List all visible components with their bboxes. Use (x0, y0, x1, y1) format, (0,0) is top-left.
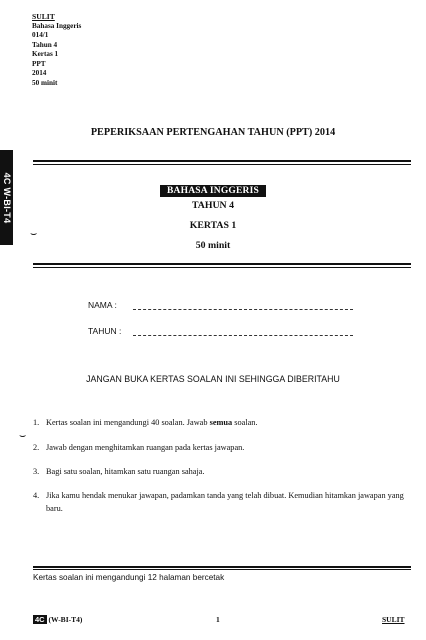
paper-line: KERTAS 1 (189, 220, 237, 231)
page-number: 1 (216, 615, 220, 624)
instruction-number: 4. (33, 491, 40, 500)
classification-label: SULIT (32, 12, 55, 21)
subject-box: BAHASA INGGERIS (160, 185, 266, 197)
instruction-number: 3. (33, 467, 40, 476)
instruction-emphasis: semua (209, 418, 233, 427)
exam-title: PEPERIKSAAN PERTENGAHAN TAHUN (PPT) 2014 (90, 127, 336, 138)
divider-thick-2 (33, 263, 411, 265)
code-label: 014/1 (32, 31, 49, 39)
divider-thin-3 (33, 569, 411, 570)
instruction-number: 1. (33, 418, 40, 427)
side-tab-text: 4C W-BI-T4 (1, 172, 12, 223)
exam-label: PPT (32, 59, 46, 68)
year-field[interactable] (133, 335, 353, 336)
instruction-number: 2. (33, 443, 40, 452)
year-label: 2014 (32, 69, 47, 77)
footer-badge: 4C (35, 615, 45, 624)
name-field[interactable] (133, 309, 353, 310)
footer-classification: SULIT (382, 615, 405, 624)
duration-line: 50 minit (195, 240, 231, 251)
tick-mark-2: ⌣ (19, 430, 27, 442)
duration-label: 50 minit (32, 78, 58, 87)
paper-label: Kertas 1 (32, 50, 59, 58)
instruction-text: Kertas soalan ini mengandungi 40 soalan. Jawab semua soalan. (46, 418, 258, 427)
name-label: NAMA : (88, 300, 117, 310)
divider-thin-2 (33, 267, 411, 268)
divider-thick (33, 160, 411, 162)
instruction-1 (33, 417, 403, 430)
divider-thin (33, 164, 411, 165)
year-level-label: Tahun 4 (32, 40, 58, 49)
warning-text: JANGAN BUKA KERTAS SOALAN INI SEHINGGA DIBERITAHU (86, 374, 340, 384)
divider-thick-3 (33, 566, 411, 568)
year-field-label: TAHUN : (88, 326, 122, 336)
subject-label: Bahasa Inggeris (32, 21, 82, 30)
year-line: TAHUN 4 (191, 200, 234, 211)
instruction-3 (33, 466, 403, 479)
document-header (32, 12, 81, 88)
instruction-text: Bagi satu soalan, hitamkan satu ruangan sahaja. (46, 467, 205, 476)
instruction-4 (33, 490, 403, 516)
instruction-2 (33, 442, 403, 455)
instruction-text: Jika kamu hendak menukar jawapan, padamkan tanda yang telah dibuat. Kemudian hitamkan jawapan yang baru. (46, 491, 404, 513)
footer-code-text: (W-BI-T4) (48, 615, 83, 624)
instruction-text: Jawab dengan menghitamkan ruangan pada kertas jawapan. (46, 443, 245, 452)
subject-box-wrap (0, 180, 426, 198)
page-count-note: Kertas soalan ini mengandungi 12 halaman bercetak (33, 573, 225, 582)
footer-code (33, 615, 82, 624)
tick-mark: ⌣ (30, 228, 38, 240)
